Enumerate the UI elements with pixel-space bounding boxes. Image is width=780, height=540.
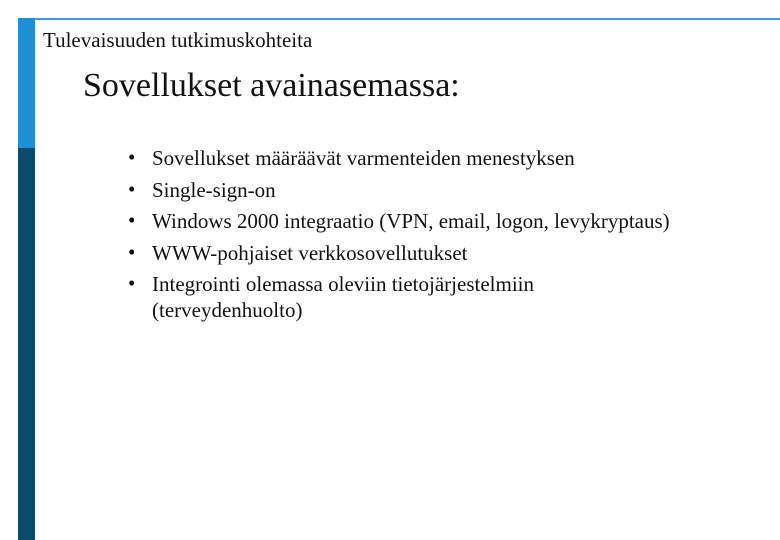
list-item-text: Windows 2000 integraatio (VPN, email, logon, levykryptaus) bbox=[152, 209, 670, 233]
list-item bbox=[128, 237, 670, 269]
list-item bbox=[128, 142, 670, 174]
bullet-marker: • bbox=[128, 176, 136, 201]
bullet-list bbox=[128, 142, 670, 323]
bullet-marker: • bbox=[128, 271, 136, 295]
list-item-text: Integrointi olemassa oleviin tietojärjestelmiin (terveydenhuolto) bbox=[152, 272, 534, 322]
left-accent-bar-light bbox=[18, 18, 35, 148]
list-item-text: Single-sign-on bbox=[152, 177, 276, 202]
left-accent-bar-dark bbox=[18, 148, 35, 540]
top-rule bbox=[35, 18, 780, 20]
bullet-marker: • bbox=[128, 239, 136, 264]
list-item-text: Sovellukset määräävät varmenteiden menestyksen bbox=[152, 146, 575, 170]
list-item bbox=[128, 205, 670, 237]
left-accent-bar bbox=[18, 18, 35, 540]
list-item bbox=[128, 268, 670, 323]
bullet-marker: • bbox=[128, 145, 136, 169]
bullet-marker: • bbox=[128, 208, 136, 232]
list-item bbox=[128, 174, 670, 206]
slide-title: Sovellukset avainasemassa: bbox=[83, 67, 460, 104]
section-header: Tulevaisuuden tutkimuskohteita bbox=[43, 28, 313, 52]
list-item-text: WWW-pohjaiset verkkosovellutukset bbox=[152, 240, 468, 265]
